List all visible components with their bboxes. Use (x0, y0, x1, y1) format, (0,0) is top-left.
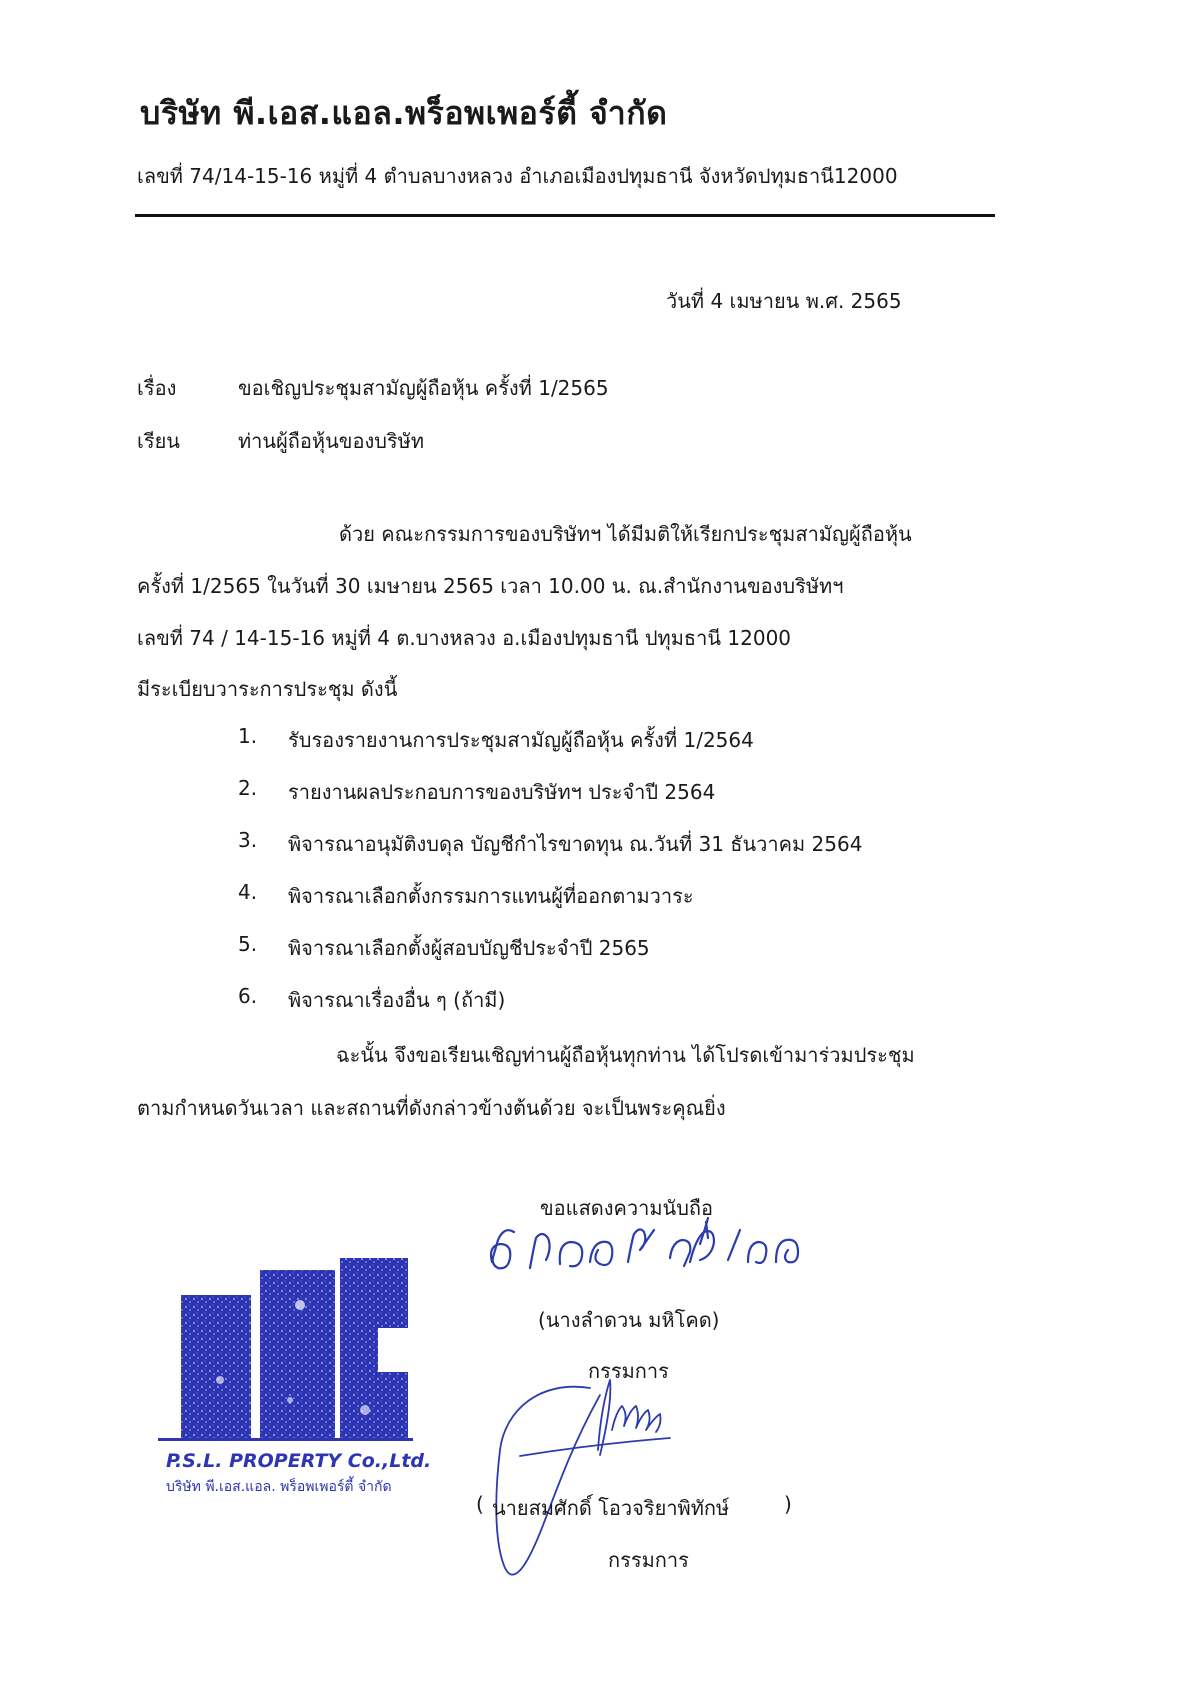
agenda-text: พิจารณาอนุมัติงบดุล บัญชีกำไรขาดทุน ณ.วันที่ 31 ธันวาคม 2564 (288, 832, 863, 856)
signatory-2-name: นายสมศักดิ์ โอวจริยาพิทักษ์ (492, 1496, 730, 1520)
agenda-text: รายงานผลประกอบการของบริษัทฯ ประจำปี 2564 (288, 780, 716, 804)
signatory-2-name-close-paren: ) (784, 1492, 792, 1516)
body-line: เลขที่ 74 / 14-15-16 หมู่ที่ 4 ต.บางหลวง อ.เมืองปทุมธานี ปทุมธานี 12000 (137, 626, 792, 650)
stamp-thai-text: บริษัท พี.เอส.แอล. พร็อพเพอร์ตี้ จำกัด (166, 1479, 392, 1495)
agenda-text: พิจารณาเลือกตั้งกรรมการแทนผู้ที่ออกตามวาระ (288, 884, 694, 908)
letter-date: วันที่ 4 เมษายน พ.ศ. 2565 (666, 289, 902, 313)
body-line: ด้วย คณะกรรมการของบริษัทฯ ได้มีมติให้เรียกประชุมสามัญผู้ถือหุ้น (339, 522, 912, 546)
recipient-label: เรียน (137, 429, 180, 453)
signatory-1-title: กรรมการ (588, 1359, 669, 1383)
agenda-number: 2. (238, 776, 258, 800)
subject-label: เรื่อง (137, 376, 177, 400)
company-address: เลขที่ 74/14-15-16 หมู่ที่ 4 ตำบลบางหลวง อำเภอเมืองปทุมธานี จังหวัดปทุมธานี12000 (137, 164, 898, 188)
agenda-text: พิจารณาเลือกตั้งผู้สอบบัญชีประจำปี 2565 (288, 936, 650, 960)
signatory-2-name-open-paren: ( (476, 1492, 484, 1516)
agenda-number: 3. (238, 828, 258, 852)
subject-text: ขอเชิญประชุมสามัญผู้ถือหุ้น ครั้งที่ 1/2565 (238, 376, 609, 400)
agenda-text: พิจารณาเรื่องอื่น ๆ (ถ้ามี) (288, 988, 506, 1012)
body-line: ครั้งที่ 1/2565 ในวันที่ 30 เมษายน 2565 เวลา 10.00 น. ณ.สำนักงานของบริษัทฯ (137, 574, 844, 598)
conclusion-line: ตามกำหนดวันเวลา และสถานที่ดังกล่าวข้างต้นด้วย จะเป็นพระคุณยิ่ง (137, 1096, 726, 1120)
conclusion-line: ฉะนั้น จึงขอเรียนเชิญท่านผู้ถือหุ้นทุกท่าน ได้โปรดเข้ามาร่วมประชุม (336, 1043, 915, 1067)
signatory-2-title: กรรมการ (608, 1548, 689, 1572)
header-divider (135, 214, 995, 217)
agenda-number: 5. (238, 932, 258, 956)
body-line: มีระเบียบวาระการประชุม ดังนี้ (137, 677, 398, 701)
signatory-1-name: (นางลำดวน มหิโคด) (538, 1308, 720, 1332)
stamp-english-text: P.S.L. PROPERTY Co.,Ltd. (166, 1450, 432, 1472)
agenda-number: 6. (238, 984, 258, 1008)
agenda-number: 1. (238, 724, 258, 748)
closing-text: ขอแสดงความนับถือ (540, 1196, 714, 1220)
agenda-text: รับรองรายงานการประชุมสามัญผู้ถือหุ้น ครั้งที่ 1/2564 (288, 728, 754, 752)
agenda-number: 4. (238, 880, 258, 904)
company-name: บริษัท พี.เอส.แอล.พร็อพเพอร์ตี้ จำกัด (140, 94, 668, 132)
recipient-text: ท่านผู้ถือหุ้นของบริษัท (238, 429, 425, 453)
